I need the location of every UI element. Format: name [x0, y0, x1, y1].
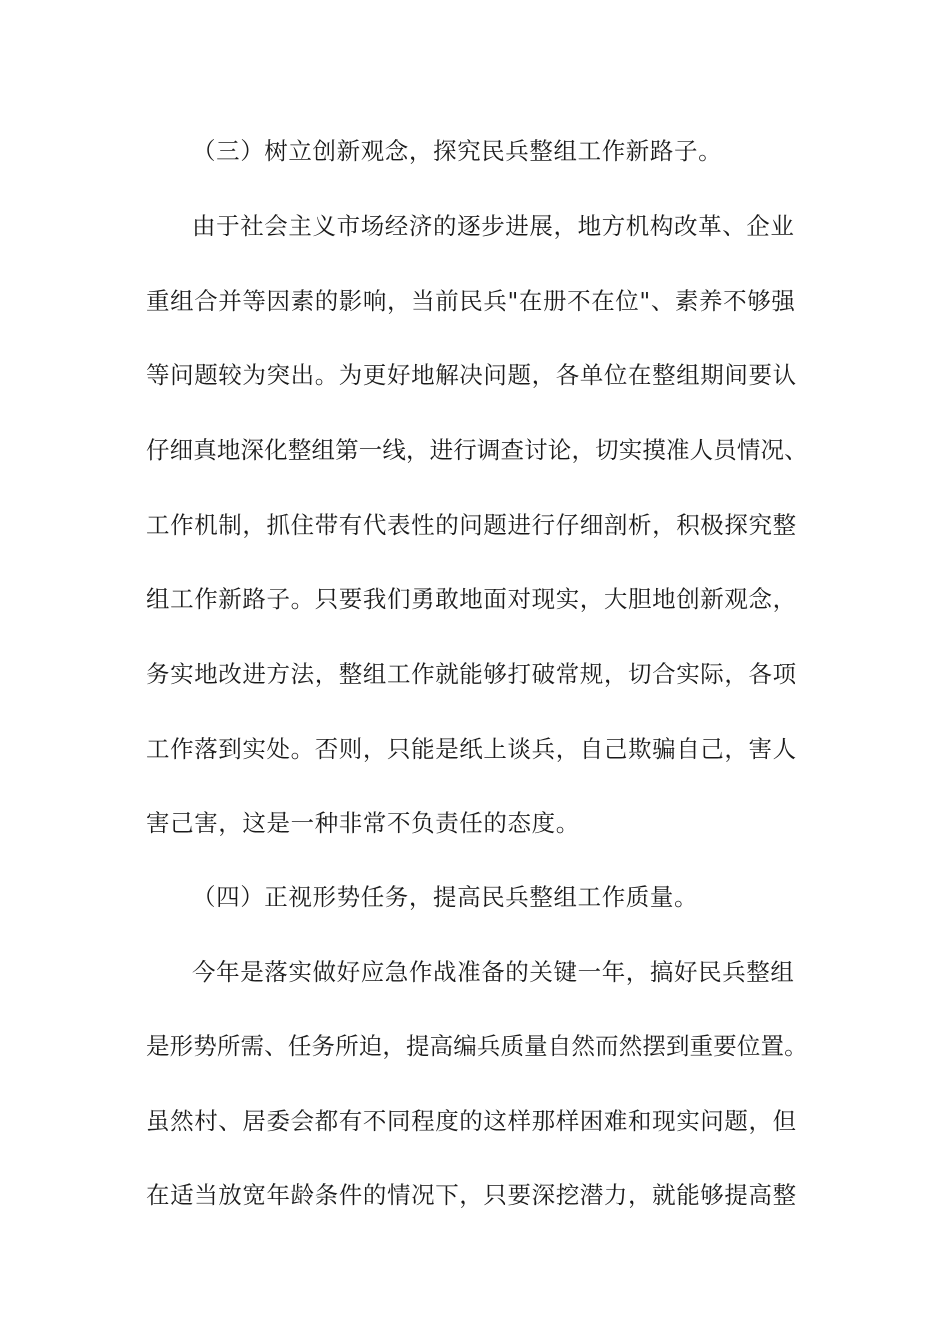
paragraph-line: 仔细真地深化整组第一线，进行调查讨论，切实摸准人员情况、 [146, 436, 808, 464]
paragraph-line: 工作落到实处。否则，只能是纸上谈兵，自己欺骗自己，害人 [146, 735, 797, 763]
paragraph-line: 在适当放宽年龄条件的情况下，只要深挖潜力，就能够提高整 [146, 1181, 797, 1209]
paragraph-line: 由于社会主义市场经济的逐步进展，地方机构改革、企业 [192, 212, 795, 240]
paragraph-line: 重组合并等因素的影响，当前民兵"在册不在位"、素养不够强 [146, 287, 796, 315]
paragraph-line: 组工作新路子。只要我们勇敢地面对现实，大胆地创新观念， [146, 585, 797, 613]
paragraph-line: 今年是落实做好应急作战准备的关键一年，搞好民兵整组 [192, 958, 795, 986]
paragraph-line: 是形势所需、任务所迫，提高编兵质量自然而然摆到重要位置。 [146, 1032, 808, 1060]
section-heading-4: （四）正视形势任务，提高民兵整组工作质量。 [192, 883, 699, 911]
paragraph-line: 等问题较为突出。为更好地解决问题，各单位在整组期间要认 [146, 361, 797, 389]
paragraph-line: 工作机制，抓住带有代表性的问题进行仔细剖析，积极探究整 [146, 511, 797, 539]
paragraph-line: 务实地改进方法，整组工作就能够打破常规，切合实际，各项 [146, 660, 797, 688]
paragraph-line: 虽然村、居委会都有不同程度的这样那样困难和现实问题，但 [146, 1107, 797, 1135]
paragraph-line: 害己害，这是一种非常不负责任的态度。 [146, 809, 580, 837]
section-heading-3: （三）树立创新观念，探究民兵整组工作新路子。 [192, 137, 723, 165]
